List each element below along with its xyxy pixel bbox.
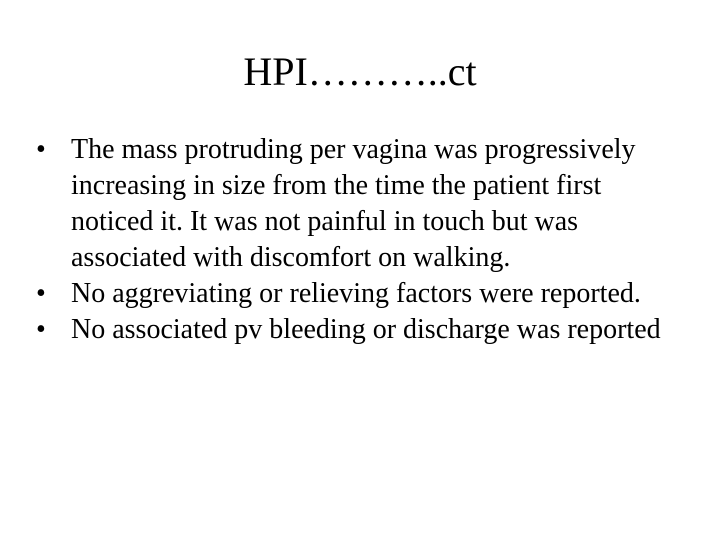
bullet-text: No aggreviating or relieving factors were reported. — [71, 278, 641, 309]
bullet-list — [36, 132, 686, 348]
bullet-item — [36, 132, 686, 276]
bullet-marker: • — [36, 278, 46, 309]
bullet-item — [36, 276, 686, 312]
bullet-text: No associated pv bleeding or discharge was reported — [71, 314, 661, 345]
bullet-marker: • — [36, 314, 46, 345]
bullet-marker: • — [36, 134, 46, 165]
bullet-item — [36, 312, 686, 348]
bullet-text: The mass protruding per vagina was progressively increasing in size from the time the patient first noticed it. It was not painful in touch but was associated with discomfort on walking. — [71, 134, 636, 273]
slide-title: HPI………..ct — [243, 49, 477, 94]
